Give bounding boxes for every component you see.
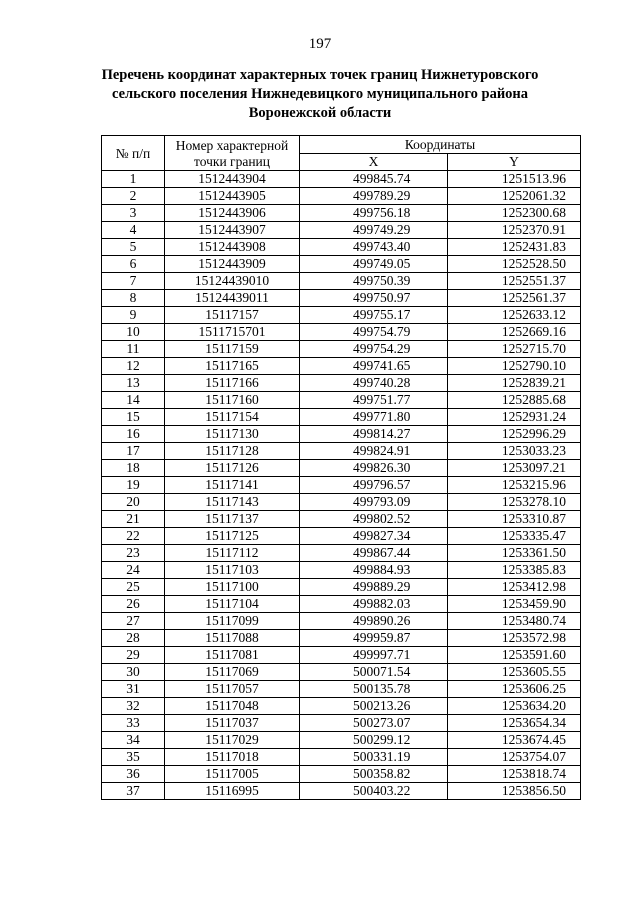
header-row-number: № п/п bbox=[102, 136, 165, 171]
x-coordinate-cell: 499889.29 bbox=[300, 579, 448, 596]
table-row bbox=[102, 528, 581, 545]
document-title bbox=[60, 66, 580, 123]
point-number-cell: 15117057 bbox=[165, 681, 300, 698]
table-row bbox=[102, 562, 581, 579]
x-coordinate-cell: 499754.29 bbox=[300, 341, 448, 358]
row-number-cell: 20 bbox=[102, 494, 165, 511]
document-title-line: Воронежской области bbox=[248, 105, 392, 121]
row-number-cell: 8 bbox=[102, 290, 165, 307]
y-coordinate-cell: 1253459.90 bbox=[448, 596, 581, 613]
y-coordinate-cell: 1253654.34 bbox=[448, 715, 581, 732]
header-x: X bbox=[300, 153, 448, 171]
table-row bbox=[102, 766, 581, 783]
y-coordinate-cell: 1252790.10 bbox=[448, 358, 581, 375]
x-coordinate-cell: 499771.80 bbox=[300, 409, 448, 426]
header-coordinates: Координаты bbox=[300, 136, 581, 154]
row-number-cell: 27 bbox=[102, 613, 165, 630]
table-row bbox=[102, 239, 581, 256]
point-number-cell: 15117100 bbox=[165, 579, 300, 596]
row-number-cell: 26 bbox=[102, 596, 165, 613]
point-number-cell: 15117159 bbox=[165, 341, 300, 358]
row-number-cell: 37 bbox=[102, 783, 165, 800]
x-coordinate-cell: 499826.30 bbox=[300, 460, 448, 477]
table-row bbox=[102, 273, 581, 290]
row-number-cell: 7 bbox=[102, 273, 165, 290]
header-point-number: Номер характерной точки границ bbox=[165, 136, 300, 171]
x-coordinate-cell: 499750.39 bbox=[300, 273, 448, 290]
table-row bbox=[102, 290, 581, 307]
point-number-cell: 15117128 bbox=[165, 443, 300, 460]
point-number-cell: 1512443906 bbox=[165, 205, 300, 222]
table-row bbox=[102, 358, 581, 375]
x-coordinate-cell: 500299.12 bbox=[300, 732, 448, 749]
y-coordinate-cell: 1253605.55 bbox=[448, 664, 581, 681]
x-coordinate-cell: 500213.26 bbox=[300, 698, 448, 715]
point-number-cell: 1512443909 bbox=[165, 256, 300, 273]
y-coordinate-cell: 1253412.98 bbox=[448, 579, 581, 596]
point-number-cell: 15117130 bbox=[165, 426, 300, 443]
row-number-cell: 19 bbox=[102, 477, 165, 494]
x-coordinate-cell: 499749.29 bbox=[300, 222, 448, 239]
y-coordinate-cell: 1253818.74 bbox=[448, 766, 581, 783]
y-coordinate-cell: 1253674.45 bbox=[448, 732, 581, 749]
x-coordinate-cell: 499882.03 bbox=[300, 596, 448, 613]
point-number-cell: 1512443908 bbox=[165, 239, 300, 256]
x-coordinate-cell: 500403.22 bbox=[300, 783, 448, 800]
document-title-line: Перечень координат характерных точек границ Нижнетуровского bbox=[101, 67, 539, 83]
x-coordinate-cell: 499884.93 bbox=[300, 562, 448, 579]
point-number-cell: 15117126 bbox=[165, 460, 300, 477]
row-number-cell: 11 bbox=[102, 341, 165, 358]
y-coordinate-cell: 1253591.60 bbox=[448, 647, 581, 664]
table-row bbox=[102, 715, 581, 732]
row-number-cell: 34 bbox=[102, 732, 165, 749]
point-number-cell: 15117165 bbox=[165, 358, 300, 375]
point-number-cell: 15117103 bbox=[165, 562, 300, 579]
y-coordinate-cell: 1252715.70 bbox=[448, 341, 581, 358]
table-row bbox=[102, 630, 581, 647]
point-number-cell: 15117166 bbox=[165, 375, 300, 392]
y-coordinate-cell: 1252561.37 bbox=[448, 290, 581, 307]
row-number-cell: 4 bbox=[102, 222, 165, 239]
y-coordinate-cell: 1253215.96 bbox=[448, 477, 581, 494]
point-number-cell: 15117029 bbox=[165, 732, 300, 749]
table-row bbox=[102, 749, 581, 766]
row-number-cell: 18 bbox=[102, 460, 165, 477]
y-coordinate-cell: 1252431.83 bbox=[448, 239, 581, 256]
y-coordinate-cell: 1252633.12 bbox=[448, 307, 581, 324]
y-coordinate-cell: 1252528.50 bbox=[448, 256, 581, 273]
table-row bbox=[102, 222, 581, 239]
table-row bbox=[102, 511, 581, 528]
table-row bbox=[102, 171, 581, 188]
point-number-cell: 15117160 bbox=[165, 392, 300, 409]
x-coordinate-cell: 499756.18 bbox=[300, 205, 448, 222]
point-number-cell: 15117037 bbox=[165, 715, 300, 732]
row-number-cell: 29 bbox=[102, 647, 165, 664]
table-row bbox=[102, 647, 581, 664]
y-coordinate-cell: 1253606.25 bbox=[448, 681, 581, 698]
x-coordinate-cell: 499845.74 bbox=[300, 171, 448, 188]
row-number-cell: 24 bbox=[102, 562, 165, 579]
table-row bbox=[102, 341, 581, 358]
row-number-cell: 14 bbox=[102, 392, 165, 409]
x-coordinate-cell: 500135.78 bbox=[300, 681, 448, 698]
table-row bbox=[102, 256, 581, 273]
table-row bbox=[102, 460, 581, 477]
point-number-cell: 15117141 bbox=[165, 477, 300, 494]
point-number-cell: 15117088 bbox=[165, 630, 300, 647]
point-number-cell: 15117112 bbox=[165, 545, 300, 562]
point-number-cell: 15117125 bbox=[165, 528, 300, 545]
x-coordinate-cell: 500273.07 bbox=[300, 715, 448, 732]
row-number-cell: 3 bbox=[102, 205, 165, 222]
table-row bbox=[102, 545, 581, 562]
x-coordinate-cell: 500358.82 bbox=[300, 766, 448, 783]
point-number-cell: 15116995 bbox=[165, 783, 300, 800]
x-coordinate-cell: 500071.54 bbox=[300, 664, 448, 681]
x-coordinate-cell: 499754.79 bbox=[300, 324, 448, 341]
y-coordinate-cell: 1253361.50 bbox=[448, 545, 581, 562]
table-row bbox=[102, 783, 581, 800]
y-coordinate-cell: 1253480.74 bbox=[448, 613, 581, 630]
row-number-cell: 30 bbox=[102, 664, 165, 681]
row-number-cell: 25 bbox=[102, 579, 165, 596]
row-number-cell: 13 bbox=[102, 375, 165, 392]
x-coordinate-cell: 499997.71 bbox=[300, 647, 448, 664]
point-number-cell: 15124439010 bbox=[165, 273, 300, 290]
x-coordinate-cell: 499827.34 bbox=[300, 528, 448, 545]
x-coordinate-cell: 499741.65 bbox=[300, 358, 448, 375]
x-coordinate-cell: 499867.44 bbox=[300, 545, 448, 562]
x-coordinate-cell: 499751.77 bbox=[300, 392, 448, 409]
header-y: Y bbox=[448, 153, 581, 171]
table-row bbox=[102, 477, 581, 494]
coordinates-table-body bbox=[102, 171, 581, 800]
row-number-cell: 12 bbox=[102, 358, 165, 375]
row-number-cell: 33 bbox=[102, 715, 165, 732]
y-coordinate-cell: 1252551.37 bbox=[448, 273, 581, 290]
row-number-cell: 2 bbox=[102, 188, 165, 205]
table-row bbox=[102, 409, 581, 426]
y-coordinate-cell: 1252300.68 bbox=[448, 205, 581, 222]
row-number-cell: 10 bbox=[102, 324, 165, 341]
y-coordinate-cell: 1252669.16 bbox=[448, 324, 581, 341]
point-number-cell: 15117099 bbox=[165, 613, 300, 630]
y-coordinate-cell: 1253634.20 bbox=[448, 698, 581, 715]
x-coordinate-cell: 499789.29 bbox=[300, 188, 448, 205]
point-number-cell: 1512443905 bbox=[165, 188, 300, 205]
y-coordinate-cell: 1252885.68 bbox=[448, 392, 581, 409]
row-number-cell: 1 bbox=[102, 171, 165, 188]
y-coordinate-cell: 1252370.91 bbox=[448, 222, 581, 239]
row-number-cell: 5 bbox=[102, 239, 165, 256]
point-number-cell: 15117154 bbox=[165, 409, 300, 426]
table-row bbox=[102, 324, 581, 341]
point-number-cell: 15117048 bbox=[165, 698, 300, 715]
row-number-cell: 17 bbox=[102, 443, 165, 460]
point-number-cell: 1512443904 bbox=[165, 171, 300, 188]
point-number-cell: 1511715701 bbox=[165, 324, 300, 341]
row-number-cell: 15 bbox=[102, 409, 165, 426]
table-row bbox=[102, 613, 581, 630]
point-number-cell: 15117143 bbox=[165, 494, 300, 511]
row-number-cell: 23 bbox=[102, 545, 165, 562]
x-coordinate-cell: 499959.87 bbox=[300, 630, 448, 647]
y-coordinate-cell: 1252839.21 bbox=[448, 375, 581, 392]
x-coordinate-cell: 499755.17 bbox=[300, 307, 448, 324]
x-coordinate-cell: 499750.97 bbox=[300, 290, 448, 307]
table-row bbox=[102, 698, 581, 715]
x-coordinate-cell: 499890.26 bbox=[300, 613, 448, 630]
row-number-cell: 31 bbox=[102, 681, 165, 698]
table-row bbox=[102, 443, 581, 460]
page-number: 197 bbox=[308, 36, 332, 52]
row-number-cell: 22 bbox=[102, 528, 165, 545]
y-coordinate-cell: 1253310.87 bbox=[448, 511, 581, 528]
point-number-cell: 15117157 bbox=[165, 307, 300, 324]
y-coordinate-cell: 1253033.23 bbox=[448, 443, 581, 460]
row-number-cell: 32 bbox=[102, 698, 165, 715]
y-coordinate-cell: 1253097.21 bbox=[448, 460, 581, 477]
table-row bbox=[102, 579, 581, 596]
point-number-cell: 15117005 bbox=[165, 766, 300, 783]
x-coordinate-cell: 499814.27 bbox=[300, 426, 448, 443]
y-coordinate-cell: 1252996.29 bbox=[448, 426, 581, 443]
table-row bbox=[102, 681, 581, 698]
table-row bbox=[102, 494, 581, 511]
row-number-cell: 28 bbox=[102, 630, 165, 647]
table-row bbox=[102, 596, 581, 613]
x-coordinate-cell: 499824.91 bbox=[300, 443, 448, 460]
x-coordinate-cell: 499749.05 bbox=[300, 256, 448, 273]
coordinates-table bbox=[101, 135, 581, 800]
row-number-cell: 35 bbox=[102, 749, 165, 766]
x-coordinate-cell: 499793.09 bbox=[300, 494, 448, 511]
document-title-line: сельского поселения Нижнедевицкого муниципального района bbox=[111, 86, 529, 102]
point-number-cell: 15117104 bbox=[165, 596, 300, 613]
point-number-cell: 15117018 bbox=[165, 749, 300, 766]
point-number-cell: 1512443907 bbox=[165, 222, 300, 239]
x-coordinate-cell: 500331.19 bbox=[300, 749, 448, 766]
y-coordinate-cell: 1251513.96 bbox=[448, 171, 581, 188]
x-coordinate-cell: 499743.40 bbox=[300, 239, 448, 256]
table-row bbox=[102, 205, 581, 222]
table-row bbox=[102, 375, 581, 392]
y-coordinate-cell: 1253278.10 bbox=[448, 494, 581, 511]
y-coordinate-cell: 1253385.83 bbox=[448, 562, 581, 579]
point-number-cell: 15117081 bbox=[165, 647, 300, 664]
y-coordinate-cell: 1253335.47 bbox=[448, 528, 581, 545]
row-number-cell: 6 bbox=[102, 256, 165, 273]
y-coordinate-cell: 1253856.50 bbox=[448, 783, 581, 800]
point-number-cell: 15117137 bbox=[165, 511, 300, 528]
x-coordinate-cell: 499802.52 bbox=[300, 511, 448, 528]
x-coordinate-cell: 499796.57 bbox=[300, 477, 448, 494]
y-coordinate-cell: 1252931.24 bbox=[448, 409, 581, 426]
table-row bbox=[102, 307, 581, 324]
y-coordinate-cell: 1253754.07 bbox=[448, 749, 581, 766]
point-number-cell: 15124439011 bbox=[165, 290, 300, 307]
row-number-cell: 9 bbox=[102, 307, 165, 324]
table-row bbox=[102, 426, 581, 443]
y-coordinate-cell: 1252061.32 bbox=[448, 188, 581, 205]
row-number-cell: 36 bbox=[102, 766, 165, 783]
row-number-cell: 21 bbox=[102, 511, 165, 528]
table-row bbox=[102, 664, 581, 681]
point-number-cell: 15117069 bbox=[165, 664, 300, 681]
y-coordinate-cell: 1253572.98 bbox=[448, 630, 581, 647]
table-row bbox=[102, 392, 581, 409]
table-row bbox=[102, 188, 581, 205]
x-coordinate-cell: 499740.28 bbox=[300, 375, 448, 392]
row-number-cell: 16 bbox=[102, 426, 165, 443]
table-row bbox=[102, 732, 581, 749]
